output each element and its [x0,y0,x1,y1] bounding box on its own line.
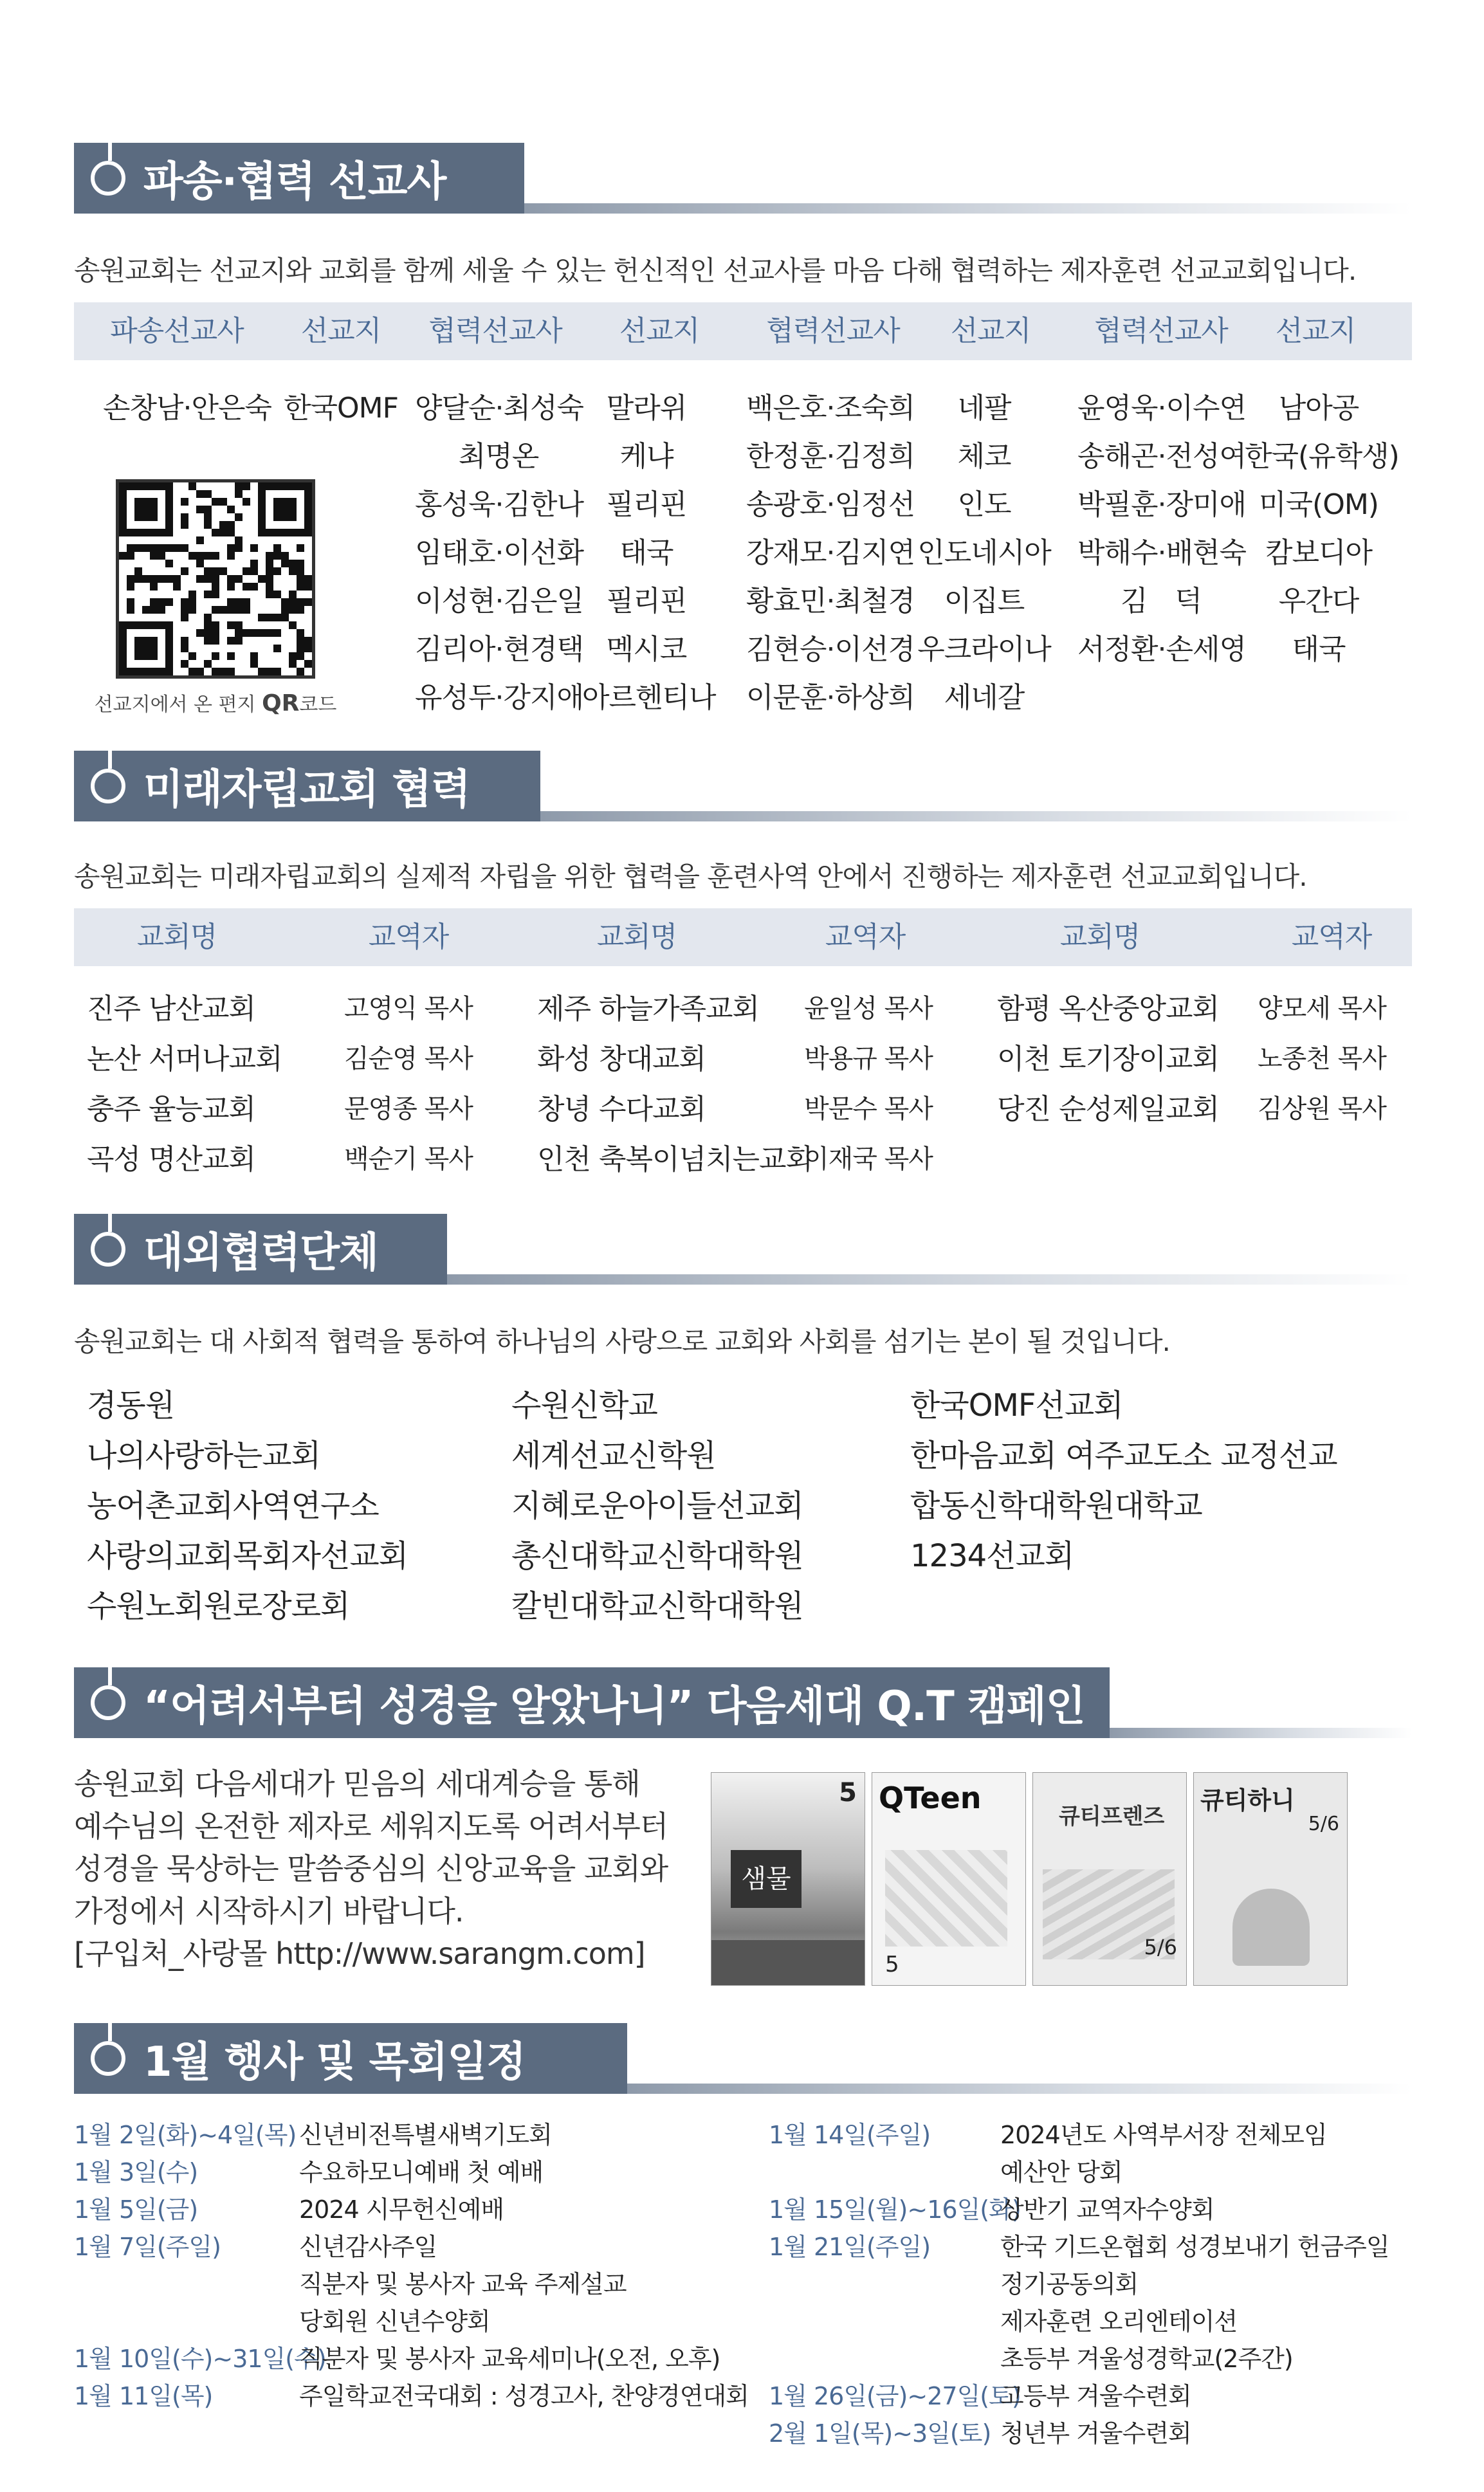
section-header-partners [74,1214,447,1285]
cover-issue: 5/6 [1308,1813,1339,1835]
church-pastor: 윤일성 목사 [804,994,933,1023]
circle-icon [91,161,125,196]
section-title: 1월 행사 및 목회일정 [143,2038,526,2086]
sent-missionary-field: 한국OMF [284,392,398,425]
schedule-event: 신년감사주일 [299,2233,437,2261]
section-divider [627,2084,1412,2094]
schedule-event: 신년비전특별새벽기도회 [299,2121,552,2149]
church-name: 제주 하늘가족교회 [537,993,760,1025]
missionary-field: 말라위 [606,392,687,425]
section-divider [447,1274,1412,1285]
qt-book-cover-qteen[interactable] [872,1772,1026,1986]
missionary-name: 박해수·배현숙 [1077,536,1247,569]
partner-organization: 한국OMF선교회 [910,1388,1123,1424]
circle-icon [91,1685,125,1720]
church-name: 인천 축복이넘치는교회 [537,1143,813,1176]
table-header [74,908,1412,966]
missionary-name: 이문훈·하상희 [746,681,915,714]
schedule-date: 1월 26일(금)~27일(토) [769,2382,1021,2410]
schedule-event: 직분자 및 봉사자 교육세미나(오전, 오후) [299,2345,720,2373]
partner-organization: 사랑의교회목회자선교회 [87,1538,408,1574]
missionary-name: 김 덕 [1120,585,1202,618]
church-name: 충주 율능교회 [87,1093,256,1126]
church-pastor: 박문수 목사 [804,1094,933,1124]
section-title: 대외협력단체 [143,1229,378,1277]
sent-missionary-name: 손창남·안은숙 [103,392,272,425]
church-name: 창녕 수다교회 [537,1093,706,1126]
partner-organization: 한마음교회 여주교도소 교정선교 [910,1438,1337,1474]
missionary-field: 우간다 [1278,585,1359,618]
church-name: 당진 순성제일교회 [997,1093,1220,1126]
section-intro: 송원교회는 대 사회적 협력을 통하여 하나님의 사랑으로 교회와 사회를 섬기는 본이 될 것입니다. [74,1326,1170,1357]
schedule-date: 1월 15일(월)~16일(화) [769,2195,1021,2224]
circle-icon [91,2041,125,2076]
missionary-name: 임태호·이선화 [415,536,584,569]
schedule-date: 1월 3일(수) [74,2158,198,2186]
qt-book-cover-qtfriends[interactable] [1032,1772,1187,1986]
cover-title: 큐티프렌즈 [1059,1804,1165,1829]
schedule-date: 1월 2일(화)~4일(목) [74,2121,297,2149]
schedule-event: 수요하모니예배 첫 예배 [299,2158,544,2186]
partner-organization: 총신대학교신학대학원 [511,1538,803,1574]
missionary-field: 아르헨티나 [582,681,716,714]
qt-book-cover-qtmoney[interactable] [1193,1772,1348,1986]
cover-title: 큐티하니 [1200,1786,1295,1815]
missionary-name: 강재모·김지연 [746,536,915,569]
church-name: 논산 서머나교회 [87,1043,282,1076]
church-pastor: 양모세 목사 [1258,994,1386,1023]
partner-organization: 경동원 [87,1388,175,1424]
missionary-field: 세네갈 [944,681,1025,714]
qr-caption-text: 선교지에서 온 편지 [94,693,262,716]
table-header-cell: 교역자 [368,921,449,953]
cover-image-water [711,1940,865,1985]
missionary-field: 미국(OM) [1259,488,1379,521]
section-header-missionaries [74,143,524,214]
schedule-event: 한국 기드온협회 성경보내기 헌금주일 [1000,2233,1389,2261]
missionary-field: 네팔 [957,392,1011,425]
cover-issue: 5 [885,1952,899,1977]
missionary-field: 멕시코 [606,633,687,666]
church-name: 함평 옥산중앙교회 [997,993,1220,1025]
missionary-name: 윤영욱·이수연 [1077,392,1247,425]
cover-issue: 5 [839,1778,857,1808]
schedule-date: 1월 7일(주일) [74,2233,221,2261]
table-header-cell: 협력선교사 [766,315,900,347]
section-title: 파송·협력 선교사 [143,158,446,206]
qr-code[interactable] [116,479,315,679]
section-divider [540,811,1412,821]
cover-issue: 5/6 [1144,1935,1177,1959]
qr-caption-suffix: 코드 [299,693,337,716]
missionary-field: 인도네시아 [917,536,1051,569]
partner-organization: 칼빈대학교신학대학원 [511,1588,803,1624]
church-name: 곡성 명산교회 [87,1143,256,1176]
table-header-cell: 교역자 [825,921,906,953]
missionary-name: 송광호·임정선 [746,488,915,521]
section-divider [1110,1728,1412,1738]
missionary-name: 박필훈·장미애 [1077,488,1247,521]
missionary-field: 태국 [1292,633,1346,666]
missionary-name: 최명온 [458,440,539,473]
partner-organization: 세계선교신학원 [511,1438,716,1474]
partner-organization: 수원노회원로장로회 [87,1588,350,1624]
missionary-field: 태국 [619,536,673,569]
church-pastor: 이재국 목사 [804,1144,933,1174]
church-name: 이천 토기장이교회 [997,1043,1220,1076]
cover-illustration [1232,1889,1310,1966]
missionary-name: 김리아·현경택 [415,633,584,666]
schedule-date: 2월 1일(목)~3일(토) [769,2419,991,2448]
table-header-cell: 선교지 [300,315,381,347]
partner-organization: 합동신학대학원대학교 [910,1488,1202,1524]
missionary-name: 송해곤·전성여 [1077,440,1247,473]
church-pastor: 김상원 목사 [1258,1094,1386,1124]
missionary-name: 양달순·최성숙 [415,392,584,425]
church-name: 화성 창대교회 [537,1043,706,1076]
section-header-schedule [74,2023,627,2094]
section-title: 미래자립교회 협력 [143,766,470,814]
missionary-field: 인도 [957,488,1011,521]
schedule-event: 제자훈련 오리엔테이션 [1000,2307,1238,2336]
schedule-event: 초등부 겨울성경학교(2주간) [1000,2345,1293,2373]
missionary-field: 한국(유학생) [1245,440,1399,473]
table-header-cell: 선교지 [619,315,700,347]
missionary-field: 이집트 [944,585,1025,618]
church-pastor: 박용규 목사 [804,1044,933,1074]
section-divider [524,203,1412,214]
cover-illustration [885,1850,1007,1947]
missionary-name: 유성두·강지애 [415,681,584,714]
table-header-cell: 교역자 [1291,921,1372,953]
table-header-cell: 선교지 [950,315,1031,347]
section-header-churches [74,751,540,821]
schedule-date: 1월 11일(목) [74,2382,213,2410]
partner-organization: 지혜로운아이들선교회 [511,1488,803,1524]
missionary-name: 이성현·김은일 [415,585,584,618]
missionary-name: 김현승·이선경 [746,633,915,666]
church-pastor: 김순영 목사 [344,1044,473,1074]
section-intro: 송원교회는 미래자립교회의 실제적 자립을 위한 협력을 훈련사역 안에서 진행하는 제자훈련 선교교회입니다. [74,861,1307,892]
qr-caption [90,688,341,717]
schedule-event: 정기공동의회 [1000,2270,1139,2298]
circle-icon [91,769,125,803]
qr-caption-bold: QR [262,690,300,717]
qt-book-cover-sammul[interactable] [711,1772,865,1986]
schedule-event: 고등부 겨울수련회 [1000,2382,1191,2410]
section-intro: 송원교회는 선교지와 교회를 함께 세울 수 있는 헌신적인 선교사를 마음 다해 협력하는 제자훈련 선교교회입니다. [74,255,1357,286]
missionary-field: 캄보디아 [1265,536,1372,569]
church-name: 진주 남산교회 [87,993,256,1025]
section-header-qt-campaign [74,1667,1110,1738]
schedule-event: 당회원 신년수양회 [299,2307,490,2336]
missionary-name: 홍성욱·김한나 [415,488,584,521]
circle-icon [91,1232,125,1267]
table-header-cell: 협력선교사 [1094,315,1228,347]
cover-title: 샘물 [731,1850,802,1908]
section-title: “어려서부터 성경을 알았나니” 다음세대 Q.T 캠페인 [143,1683,1085,1730]
partner-organization: 수원신학교 [511,1388,657,1424]
table-header-cell: 교회명 [136,921,217,953]
schedule-event: 청년부 겨울수련회 [1000,2419,1191,2448]
schedule-date: 1월 21일(주일) [769,2233,931,2261]
schedule-date: 1월 10일(수)~31일(수) [74,2345,326,2373]
schedule-event: 2024 시무헌신예배 [299,2195,504,2224]
schedule-date: 1월 14일(주일) [769,2121,931,2149]
missionary-name: 한정훈·김정희 [746,440,915,473]
missionary-name: 백은호·조숙희 [746,392,915,425]
partner-organization: 1234선교회 [910,1538,1074,1574]
table-header-cell: 협력선교사 [428,315,562,347]
partner-organization: 나의사랑하는교회 [87,1438,320,1474]
table-header-cell: 선교지 [1275,315,1356,347]
qt-campaign-text: 송원교회 다음세대가 믿음의 세대계승을 통해 예수님의 온전한 제자로 세워지도록 어려서부터 성경을 묵상하는 말씀중심의 신앙교육을 교회와 가정에서 시작하시기 바랍니다. [구입처_사랑몰 http://www.sarangm.com] [74,1766,668,1971]
missionary-field: 필리핀 [606,585,687,618]
missionary-field: 케냐 [619,440,673,473]
missionary-field: 우크라이나 [917,633,1051,666]
church-pastor: 노종천 목사 [1258,1044,1386,1074]
table-header [74,302,1412,360]
missionary-name: 황효민·최철경 [746,585,915,618]
church-pastor: 고영익 목사 [344,994,473,1023]
missionary-name: 서정환·손세영 [1077,633,1247,666]
church-pastor: 백순기 목사 [344,1144,473,1174]
missionary-field: 체코 [957,440,1011,473]
church-pastor: 문영종 목사 [344,1094,473,1124]
missionary-field: 남아공 [1278,392,1359,425]
table-header-cell: 교회명 [596,921,677,953]
schedule-event: 상반기 교역자수양회 [1000,2195,1214,2224]
schedule-event: 2024년도 사역부서장 전체모임 [1000,2121,1327,2149]
partner-organization: 농어촌교회사역연구소 [87,1488,379,1524]
table-header-cell: 교회명 [1059,921,1140,953]
qr-code-icon [119,482,312,675]
schedule-event: 직분자 및 봉사자 교육 주제설교 [299,2270,627,2298]
table-header-cell: 파송선교사 [110,315,244,347]
schedule-date: 1월 5일(금) [74,2195,198,2224]
schedule-event: 예산안 당회 [1000,2158,1122,2186]
schedule-event: 주일학교전국대회 : 성경고사, 찬양경연대회 [299,2382,749,2410]
missionary-field: 필리핀 [606,488,687,521]
cover-title: QTeen [879,1781,982,1815]
